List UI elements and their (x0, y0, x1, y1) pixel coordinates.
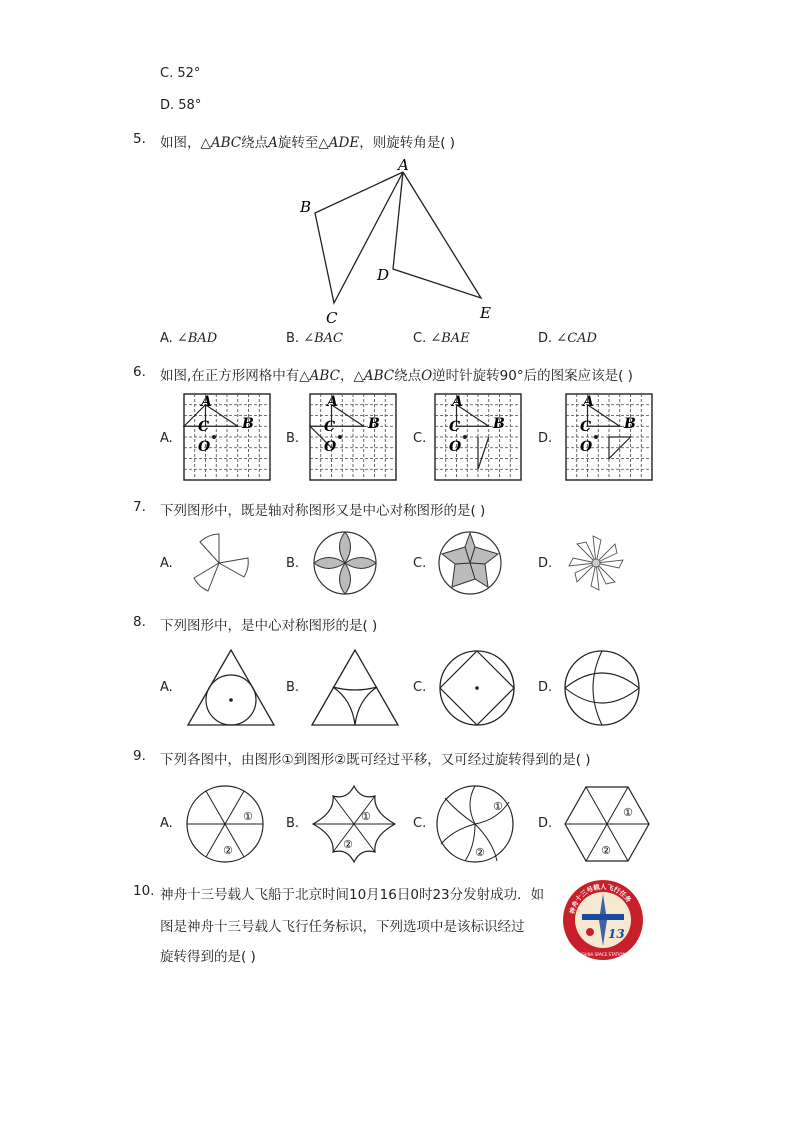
q5-stem-mid: 绕点 (241, 135, 269, 151)
q6-grid-d (566, 394, 652, 480)
q6-stem-pre: 如图,在正方形网格中有 (160, 368, 300, 384)
q9-stem: 下列各图中，由图形①到图形②既可经过平移，又可经过旋转得到的是( ) (160, 752, 591, 768)
q9-figure-c (435, 784, 515, 864)
q6-d-label-o: O (580, 439, 593, 455)
q6-c-label-b: B (493, 416, 505, 432)
q4-option-c: C. 52° (160, 66, 201, 81)
q6-d-label-a: A (583, 394, 594, 410)
q5-triangle-abc (315, 172, 403, 303)
q5-label-d: D (377, 266, 390, 284)
q5-option-b-value: ∠BAC (303, 331, 343, 346)
q5-stem-triangle-ade: △ADE (318, 135, 360, 151)
q10-logo-bottom-text: CHINA SPACE STATION (580, 952, 626, 957)
q10-mission-logo (562, 876, 644, 966)
q10-line-1: 神舟十三号载人飞船于北京时间10月16日0时23分发射成功．如 (160, 887, 545, 903)
q5-number: 5. (133, 131, 146, 147)
q5-stem-mid2: 旋转至 (277, 135, 319, 151)
q6-a-label-b: B (242, 416, 254, 432)
q7-option-d-letter: D. (538, 556, 553, 571)
q10-logo-station-panel (582, 914, 624, 920)
q5-label-b: B (300, 198, 312, 216)
q8-figure-d (562, 650, 642, 730)
q10-line-2: 图是神舟十三号载人飞行任务标识，下列选项中是该标识经过 (160, 919, 525, 935)
q5-option-d (538, 331, 597, 346)
q9-c-mark-2: ② (475, 846, 485, 859)
q5-label-a: A (398, 156, 409, 174)
q5-option-c (413, 331, 470, 346)
q6-grid-c (435, 394, 521, 480)
q6-stem-triangle-1: △ABC (299, 368, 340, 384)
q6-d-label-c: C (580, 419, 592, 435)
q6-option-b-letter: B. (286, 431, 300, 446)
q7-figure-b (312, 530, 378, 596)
q8-figure-b (310, 648, 400, 728)
q5-option-c-value: ∠BAE (430, 331, 470, 346)
q9-figure-d (563, 784, 651, 864)
q9-d-mark-2: ② (601, 844, 611, 857)
q7-figure-a (186, 530, 252, 596)
q8-number: 8. (133, 614, 146, 630)
q7-option-a-letter: A. (160, 556, 173, 571)
q6-grid-b (310, 394, 396, 480)
q5-option-a (160, 331, 217, 346)
q9-option-c-letter: C. (413, 816, 427, 831)
q9-number: 9. (133, 748, 146, 764)
q6-option-d-letter: D. (538, 431, 553, 446)
q5-option-a-letter: A. (160, 331, 173, 346)
q6-stem-triangle-2: △ABC (353, 368, 395, 384)
q9-option-a-letter: A. (160, 816, 173, 831)
q9-a-mark-1: ① (243, 810, 253, 823)
q10-logo-red-dot (586, 928, 594, 936)
q9-figure-a (185, 784, 265, 864)
q10-line-3: 旋转得到的是( ) (160, 949, 256, 965)
q5-option-d-letter: D. (538, 331, 553, 346)
q6-a-label-c: C (198, 419, 210, 435)
q6-b-label-o: O (324, 439, 337, 455)
q7-stem: 下列图形中，既是轴对称图形又是中心对称图形的是( ) (160, 503, 486, 519)
q5-option-a-value: ∠BAD (176, 331, 218, 346)
q5-stem-triangle-abc: △ABC (200, 135, 242, 151)
q5-option-c-letter: C. (413, 331, 427, 346)
q7-option-b-letter: B. (286, 556, 300, 571)
q6-grid-a (184, 394, 270, 480)
q5-triangle-ade (393, 172, 481, 298)
q6-stem-point-o: O (421, 368, 433, 384)
q6-stem-post: 逆时针旋转90°后的图案应该是( ) (432, 368, 633, 384)
q9-a-mark-2: ② (223, 844, 233, 857)
q6-a-label-o: O (198, 439, 211, 455)
q5-stem-point-a: A (268, 135, 278, 151)
q10-logo-number: 13 (608, 927, 625, 941)
q9-option-d-letter: D. (538, 816, 553, 831)
q6-stem (160, 364, 633, 384)
q9-figure-b (311, 784, 397, 864)
q6-b-label-b: B (368, 416, 380, 432)
q6-stem-mid: 绕点 (394, 368, 422, 384)
q5-option-b-letter: B. (286, 331, 300, 346)
q9-option-b-letter: B. (286, 816, 300, 831)
q8-stem: 下列图形中，是中心对称图形的是( ) (160, 618, 378, 634)
q5-option-d-value: ∠CAD (556, 331, 597, 346)
q7-option-c-letter: C. (413, 556, 427, 571)
q8-option-c-letter: C. (413, 680, 427, 695)
q10-logo-ring-text: 神舟十三号载人飞行任务 (568, 882, 633, 915)
q8-option-a-letter: A. (160, 680, 173, 695)
q8-option-b-letter: B. (286, 680, 300, 695)
q9-d-mark-1: ① (623, 806, 633, 819)
q8-option-d-letter: D. (538, 680, 553, 695)
q7-figure-d (563, 530, 629, 596)
q6-d-label-b: B (624, 416, 636, 432)
q6-option-a-letter: A. (160, 431, 173, 446)
q5-label-c: C (326, 309, 338, 327)
q8-figure-c (437, 650, 517, 730)
q8-figure-a (186, 648, 276, 728)
q5-label-e: E (480, 304, 491, 322)
q6-a-label-a: A (201, 394, 212, 410)
q9-b-mark-2: ② (343, 838, 353, 851)
q6-c-label-c: C (449, 419, 461, 435)
q9-c-mark-1: ① (493, 800, 503, 813)
q5-stem-pre: 如图， (160, 135, 201, 151)
q6-b-label-c: C (324, 419, 336, 435)
q6-c-label-o: O (449, 439, 462, 455)
q6-b-label-a: A (327, 394, 338, 410)
q6-stem-sep: ， (339, 368, 354, 384)
q6-option-c-letter: C. (413, 431, 427, 446)
q6-c-label-a: A (452, 394, 463, 410)
q6-number: 6. (133, 364, 146, 380)
q5-stem-post: ，则旋转角是( ) (359, 135, 456, 151)
q7-figure-c (437, 530, 503, 596)
q9-b-mark-1: ① (361, 810, 371, 823)
q5-option-b (286, 331, 343, 346)
q7-number: 7. (133, 499, 146, 515)
q10-number: 10. (133, 883, 155, 899)
q4-option-d: D. 58° (160, 98, 202, 113)
